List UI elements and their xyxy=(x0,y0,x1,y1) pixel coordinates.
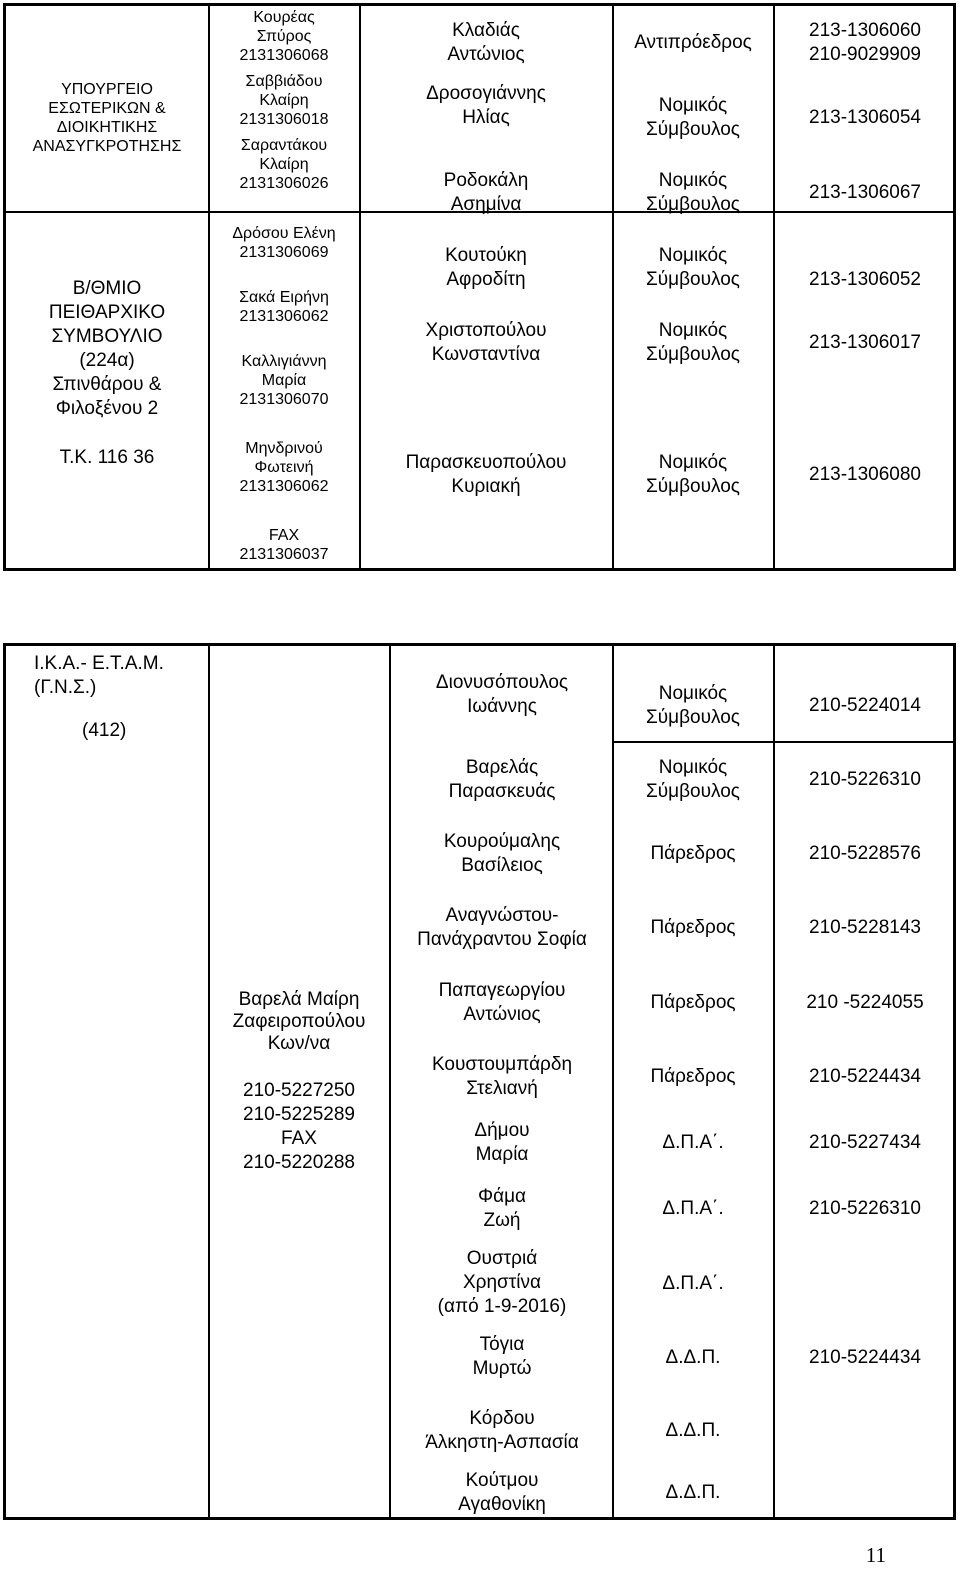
member-role: Δ.Δ.Π. xyxy=(665,1482,721,1503)
member-role: Δ.Δ.Π. xyxy=(665,1420,721,1441)
member-role: Νομικός Σύμβουλος xyxy=(646,170,740,215)
member-role: Νομικός Σύμβουλος xyxy=(646,245,740,290)
column-divider xyxy=(208,643,210,1520)
secretary-entry: Καλλιγιάννη Μαρία 2131306070 xyxy=(239,353,329,408)
member-name: Κόρδου Άλκηστη-Ασπασία xyxy=(425,1408,579,1453)
member-role: Πάρεδρος xyxy=(650,992,736,1013)
member-role: Πάρεδρος xyxy=(650,843,736,864)
member-phone: 210-5228576 xyxy=(809,843,921,864)
column-divider xyxy=(208,3,210,571)
member-name: Κουρούμαλης Βασίλειος xyxy=(443,831,561,876)
member-role: Νομικός Σύμβουλος xyxy=(646,95,740,140)
org-code: (412) xyxy=(82,720,127,741)
column-divider xyxy=(773,643,775,1520)
secretary-entry: Δρόσου Ελένη 2131306069 xyxy=(232,225,336,261)
member-name: Χριστοπούλου Κωνσταντίνα xyxy=(425,320,547,365)
postal-code: Τ.Κ. 116 36 xyxy=(59,447,155,468)
org-name: Ι.Κ.Α.- Ε.Τ.Α.Μ. (Γ.Ν.Σ.) xyxy=(34,653,164,698)
member-role: Αντιπρόεδρος xyxy=(634,32,752,53)
member-role: Πάρεδρος xyxy=(650,917,736,938)
member-role: Πάρεδρος xyxy=(650,1066,736,1087)
column-divider xyxy=(389,643,391,1520)
member-name: Φάμα Ζωή xyxy=(477,1186,527,1231)
member-name: Δήμου Μαρία xyxy=(474,1120,530,1165)
member-name: Αναγνώστου- Πανάχραντου Σοφία xyxy=(417,905,587,950)
member-role: Νομικός Σύμβουλος xyxy=(646,683,740,728)
member-name: Παπαγεωργίου Αντώνιος xyxy=(438,980,566,1025)
member-phone: 210-5224014 xyxy=(809,695,921,716)
fax-entry: FAX 2131306037 xyxy=(239,527,329,563)
ministry-name: ΥΠΟΥΡΓΕΙΟ ΕΣΩΤΕΡΙΚΩΝ & ΔΙΟΙΚΗΤΙΚΗΣ ΑΝΑΣΥΓΚΡΟΤΗΣΗΣ xyxy=(32,81,182,155)
member-name: Ροδοκάλη Ασημίνα xyxy=(443,170,529,215)
member-role: Νομικός Σύμβουλος xyxy=(646,452,740,497)
page-number: 11 xyxy=(865,1543,886,1567)
member-phone: 210-5224434 xyxy=(809,1347,921,1368)
secretary-entry: Σαββιάδου Κλαίρη 2131306018 xyxy=(239,73,329,128)
member-role: Δ.Δ.Π. xyxy=(665,1347,721,1368)
member-role: Νομικός Σύμβουλος xyxy=(646,757,740,802)
secretary-entry: Σαραντάκου Κλαίρη 2131306026 xyxy=(239,137,329,192)
contact-block: 210-5227250 210-5225289 FAX 210-5220288 xyxy=(243,1080,355,1173)
member-phone: 213-1306054 xyxy=(809,107,921,128)
member-phone: 210-5228143 xyxy=(809,917,921,938)
member-role: Δ.Π.Α΄. xyxy=(662,1132,724,1153)
member-name: Ουστριά Χρηστίνα (από 1-9-2016) xyxy=(437,1248,567,1317)
member-phone: 210-5226310 xyxy=(809,769,921,790)
member-phone: 210-5227434 xyxy=(809,1132,921,1153)
member-name: Δροσογιάννης Ηλίας xyxy=(426,83,546,128)
member-name: Κλαδιάς Αντώνιος xyxy=(447,20,525,65)
member-role: Δ.Π.Α΄. xyxy=(662,1273,724,1294)
member-phone: 213-1306017 xyxy=(809,332,921,353)
member-name: Βαρελάς Παρασκευάς xyxy=(448,757,556,802)
member-name: Κούτμου Αγαθονίκη xyxy=(458,1470,546,1515)
member-phone: 213-1306060 210-9029909 xyxy=(809,20,921,65)
secretary-entry: Κουρέας Σπύρος 2131306068 xyxy=(239,9,329,64)
secretary-entry: Σακά Ειρήνη 2131306062 xyxy=(239,289,329,325)
member-phone: 210 -5224055 xyxy=(806,992,924,1013)
secretary-block: Βαρελά Μαίρη Ζαφειροπούλου Κων/να xyxy=(232,989,366,1054)
member-phone: 213-1306080 xyxy=(809,464,921,485)
column-divider xyxy=(359,3,361,571)
row-divider xyxy=(612,741,956,743)
member-role: Δ.Π.Α΄. xyxy=(662,1198,724,1219)
member-role: Νομικός Σύμβουλος xyxy=(646,320,740,365)
member-phone: 210-5224434 xyxy=(809,1066,921,1087)
member-phone: 213-1306067 xyxy=(809,182,921,203)
member-name: Παρασκευοπούλου Κυριακή xyxy=(405,452,567,497)
member-name: Κουστουμπάρδη Στελιανή xyxy=(431,1054,573,1099)
secretary-entry: Μηνδρινού Φωτεινή 2131306062 xyxy=(239,440,329,495)
member-name: Τόγια Μυρτώ xyxy=(472,1334,532,1379)
member-name: Διονυσόπουλος Ιωάννης xyxy=(435,672,569,717)
council-name: Β/ΘΜΙΟ ΠΕΙΘΑΡΧΙΚΟ ΣΥΜΒΟΥΛΙΟ (224α) Σπινθάρου & Φιλοξένου 2 xyxy=(48,278,166,419)
member-name: Κουτούκη Αφροδίτη xyxy=(445,245,527,290)
column-divider xyxy=(773,3,775,571)
member-phone: 213-1306052 xyxy=(809,269,921,290)
member-phone: 210-5226310 xyxy=(809,1198,921,1219)
